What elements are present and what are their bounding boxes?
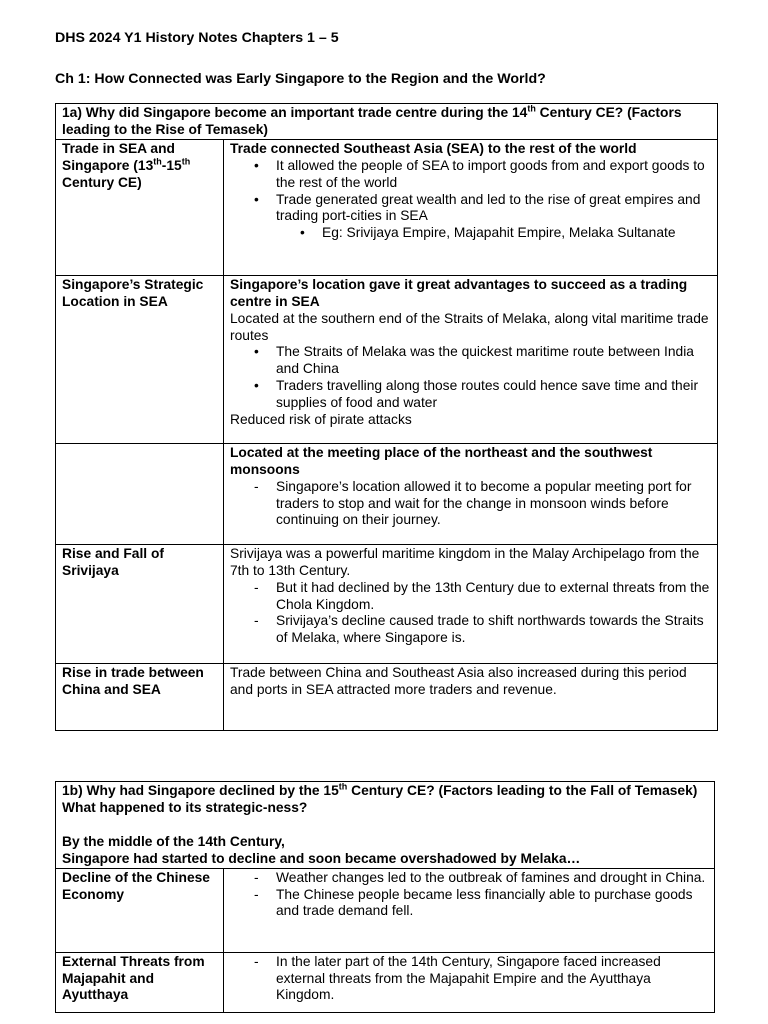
row-heading: Trade connected Southeast Asia (SEA) to the rest of the world: [230, 140, 637, 156]
list-item: • Eg: Srivijaya Empire, Majapahit Empire, Melaka Sultanate: [230, 225, 711, 242]
table1-header: 1a) Why did Singapore become an important trade centre during the 14th Century CE? (Factors leading to the Rise of Temasek): [56, 104, 718, 140]
list-item: - The Chinese people became less financially able to purchase goods and trade demand fell.: [230, 887, 708, 921]
list-item: - In the later part of the 14th Century, Singapore faced increased external threats from the Majapahit Empire and the Ayutthaya Kingdom.: [230, 954, 708, 1005]
table2-header: 1b) Why had Singapore declined by the 15th Century CE? (Factors leading to the Fall of Temasek) What happened to its strategic-ness? By the middle of the 14th Century, Singapore had started to decline and soon became overshadowed by Melaka…: [56, 782, 715, 869]
document-title: DHS 2024 Y1 History Notes Chapters 1 – 5: [55, 30, 339, 46]
row-content: [224, 952, 715, 1012]
row-outro: Reduced risk of pirate attacks: [230, 412, 412, 428]
bullet-list: [230, 158, 711, 226]
bullet-list: [230, 344, 711, 412]
row-label: Rise in trade between China and SEA: [56, 663, 224, 730]
table-row: [56, 139, 718, 275]
list-item: - Weather changes led to the outbreak of famines and drought in China.: [230, 870, 708, 887]
row-content: Trade between China and Southeast Asia also increased during this period and ports in SEA attracted more traders and revenue.: [224, 663, 718, 730]
table-row: [56, 544, 718, 663]
list-item: • Trade generated great wealth and led to the rise of great empires and trading port-cities in SEA: [230, 192, 711, 226]
list-item: - Srivijaya’s decline caused trade to shift northwards towards the Straits of Melaka, where Singapore is.: [230, 613, 711, 647]
row-label: Decline of the Chinese Economy: [56, 868, 224, 952]
table-row: [56, 868, 715, 952]
row-content: [224, 868, 715, 952]
row-label: Trade in SEA and Singapore (13th-15th Century CE): [56, 139, 224, 275]
table-row: [56, 663, 718, 730]
dash-list: [230, 954, 708, 1005]
list-item: - Singapore’s location allowed it to become a popular meeting port for traders to stop and wait for the change in monsoon winds before continuing on their journey.: [230, 479, 711, 530]
list-item: • It allowed the people of SEA to import goods from and export goods to the rest of the world: [230, 158, 711, 192]
dash-list: [230, 580, 711, 648]
row-label: Rise and Fall of Srivijaya: [56, 544, 224, 663]
row-content: [224, 139, 718, 275]
rise-of-temasek-table: [55, 103, 718, 731]
row-intro: Located at the southern end of the Straits of Melaka, along vital maritime trade routes: [230, 310, 709, 343]
sub-bullet-list: [230, 225, 711, 242]
row-content: [224, 544, 718, 663]
chapter-title: Ch 1: How Connected was Early Singapore to the Region and the World?: [55, 71, 546, 87]
row-label: [56, 443, 224, 544]
dash-list: [230, 479, 711, 530]
table-row: [56, 952, 715, 1012]
table-row: [56, 275, 718, 443]
table-header-row: [56, 782, 715, 869]
row-label: Singapore’s Strategic Location in SEA: [56, 275, 224, 443]
row-intro: Srivijaya was a powerful maritime kingdom in the Malay Archipelago from the 7th to 13th Century.: [230, 545, 700, 578]
table-row: [56, 443, 718, 544]
row-label: External Threats from Majapahit and Ayutthaya: [56, 952, 224, 1012]
row-heading: Singapore’s location gave it great advantages to succeed as a trading centre in SEA: [230, 276, 688, 309]
header-line: Singapore had started to decline and soon became overshadowed by Melaka…: [62, 850, 581, 866]
list-item: • The Straits of Melaka was the quickest maritime route between India and China: [230, 344, 711, 378]
table-header-row: [56, 104, 718, 140]
row-content: [224, 275, 718, 443]
list-item: • Traders travelling along those routes could hence save time and their supplies of food and water: [230, 378, 711, 412]
row-heading: Located at the meeting place of the northeast and the southwest monsoons: [230, 444, 653, 477]
row-content: [224, 443, 718, 544]
header-line: By the middle of the 14th Century,: [62, 833, 285, 849]
fall-of-temasek-table: [55, 781, 715, 1013]
list-item: - But it had declined by the 13th Century due to external threats from the Chola Kingdom.: [230, 580, 711, 614]
dash-list: [230, 870, 708, 921]
